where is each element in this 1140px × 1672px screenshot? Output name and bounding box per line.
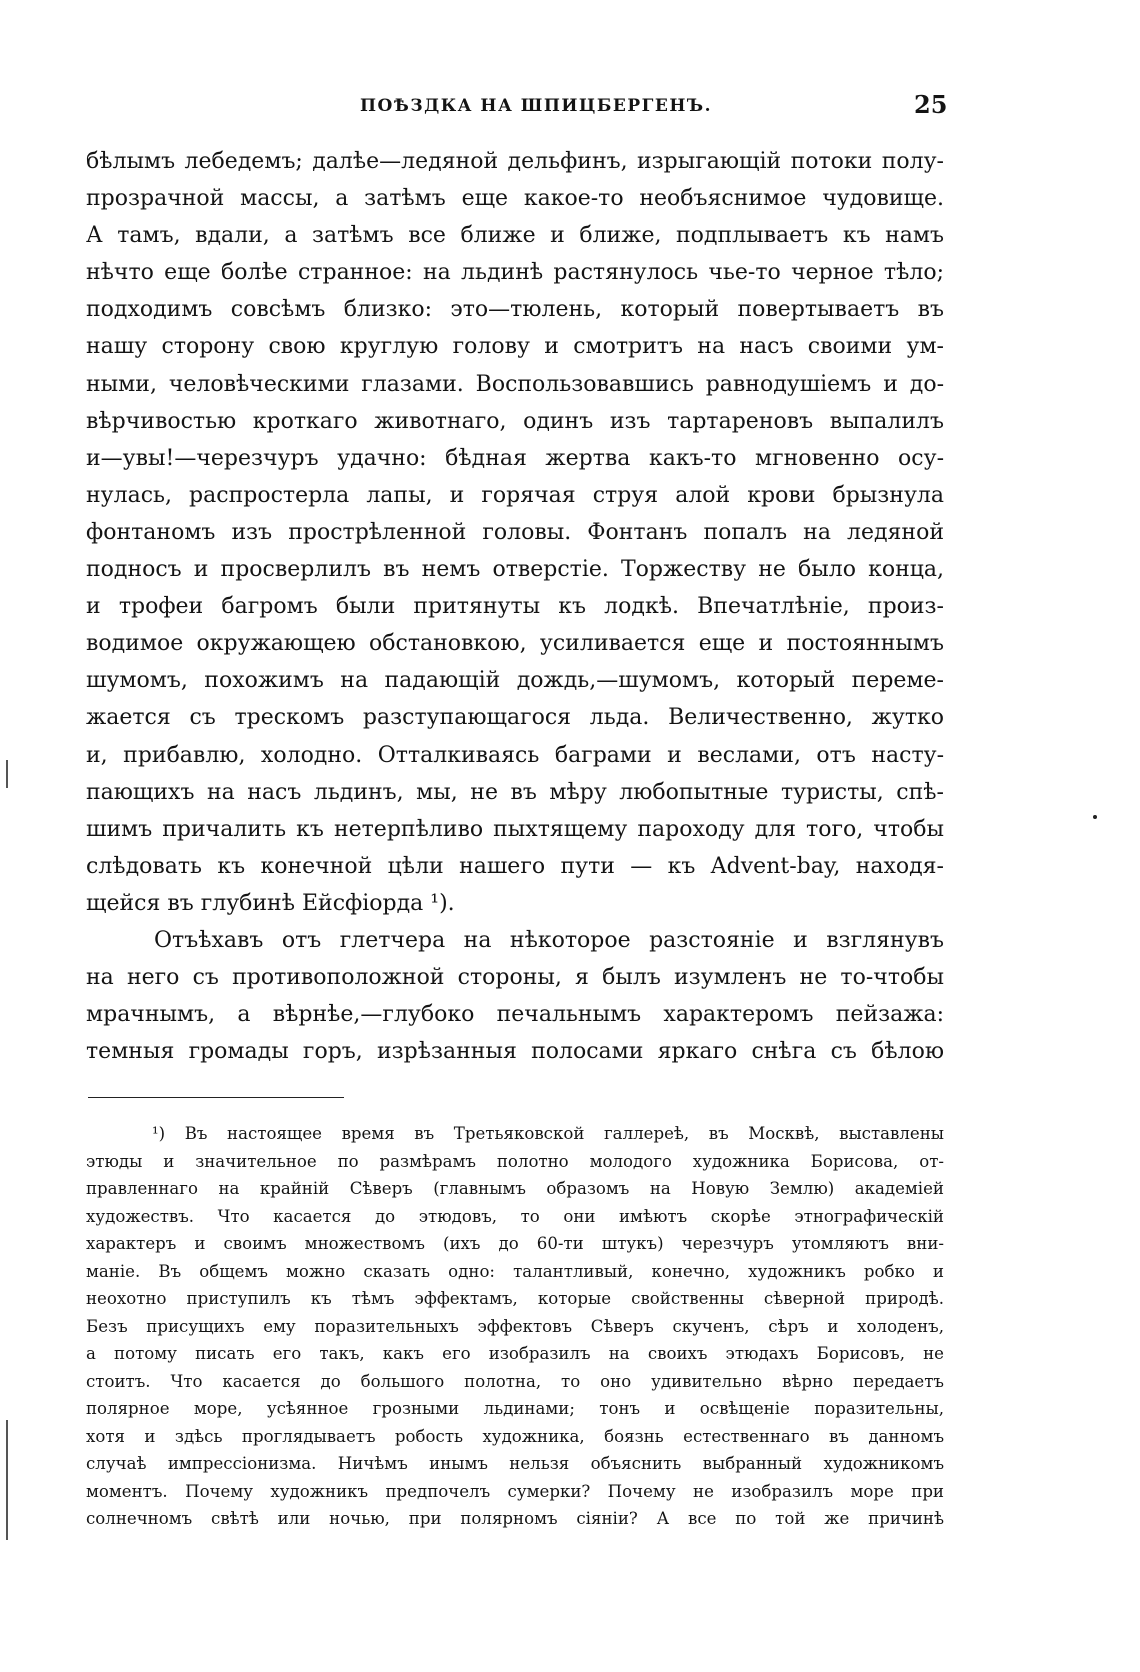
text-line-paragraph-start: Отъѣхавъ отъ глетчера на нѣкоторое разстояніе и взглянувъ [154, 927, 944, 953]
text-line: ными, человѣческими глазами. Воспользовавшись равнодушіемъ и до- [86, 371, 944, 397]
text-line: нашу сторону свою круглую голову и смотритъ на насъ своими ум- [86, 334, 944, 360]
footnote-line: хотя и здѣсь проглядываетъ робость художника, боязнь естественнаго въ данномъ [86, 1426, 944, 1446]
text-line: бѣлымъ лебедемъ; далѣе—ледяной дельфинъ, изрыгающій потоки полу- [86, 149, 944, 174]
text-line: пающихъ на насъ льдинъ, мы, не въ мѣру любопытные туристы, спѣ- [86, 779, 944, 805]
footnote-line: этюды и значительное по размѣрамъ полотно молодого художника Борисова, от- [86, 1151, 944, 1171]
footnote-line: случаѣ импрессіонизма. Ничѣмъ инымъ нельзя объяснить выбранный художникомъ [86, 1454, 944, 1473]
text-line: слѣдовать къ конечной цѣли нашего пути — къ Advent-bay, находя- [86, 853, 944, 879]
text-line: жается съ трескомъ разступающагося льда. Величественно, жутко [86, 705, 944, 731]
footnote-line: моментъ. Почему художникъ предпочелъ сумерки? Почему не изобразилъ море при [86, 1481, 944, 1501]
footnote-line: ¹) Въ настоящее время въ Третьяковской галлереѣ, въ Москвѣ, выставлены [152, 1124, 944, 1143]
footnote-line: солнечномъ свѣтѣ или ночью, при полярномъ сіяніи? А все по той же причинѣ [86, 1509, 944, 1528]
scan-margin-mark [6, 1420, 8, 1540]
footnote-line: маніе. Въ общемъ можно сказать одно: талантливый, конечно, художникъ робко и [86, 1261, 944, 1281]
text-line: нулась, распростерла лапы, и горячая струя алой крови брызнула [86, 482, 944, 508]
text-line: фонтаномъ изъ прострѣленной головы. Фонтанъ попалъ на ледяной [86, 519, 944, 545]
footnote-line: Безъ присущихъ ему поразительныхъ эффектовъ Сѣверъ скученъ, сѣръ и холоденъ, [86, 1316, 944, 1336]
text-line: прозрачной массы, а затѣмъ еще какое-то необъяснимое чудовище. [86, 186, 944, 212]
footnote-line: правленнаго на крайній Сѣверъ (главнымъ образомъ на Новую Землю) академіей [86, 1179, 944, 1198]
text-line: подходимъ совсѣмъ близко: это—тюлень, который повертываетъ въ [86, 297, 944, 323]
text-line: темныя громады горъ, изрѣзанныя полосами яркаго снѣга съ бѣлою [86, 1039, 944, 1065]
text-line: и—увы!—черезчуръ удачно: бѣдная жертва какъ-то мгновенно осу- [86, 445, 944, 471]
text-line-paragraph-end: щейся въ глубинѣ Ейсфіорда ¹). [86, 890, 455, 916]
footnote-line: характеръ и своимъ множествомъ (ихъ до 60-ти штукъ) черезчуръ утомляютъ вни- [86, 1234, 944, 1253]
footnote-line: неохотно приступилъ къ тѣмъ эффектамъ, которые свойственны сѣверной природѣ. [86, 1289, 944, 1308]
footnote [86, 1120, 944, 1533]
text-line: вѣрчивостью кроткаго животнаго, одинъ изъ тартареновъ выпалилъ [86, 408, 944, 434]
text-line: А тамъ, вдали, а затѣмъ все ближе и ближе, подплываетъ къ намъ [86, 223, 944, 249]
text-line: мрачнымъ, а вѣрнѣе,—глубоко печальнымъ характеромъ пейзажа: [86, 1002, 944, 1028]
text-line: и, прибавлю, холодно. Отталкиваясь баграми и веслами, отъ насту- [86, 742, 944, 768]
text-line: подносъ и просверлилъ въ немъ отверстіе. Торжеству не было конца, [86, 557, 944, 583]
text-line: шумомъ, похожимъ на падающій дождь,—шумомъ, который переме- [86, 668, 944, 694]
running-title: ПОѢЗДКА НА ШПИЦБЕРГЕНЪ. [360, 96, 713, 116]
footnote-line: стоитъ. Что касается до большого полотна, то оно удивительно вѣрно передаетъ [86, 1371, 944, 1391]
scan-speck [1093, 815, 1097, 819]
text-line: на него съ противоположной стороны, я былъ изумленъ не то-чтобы [86, 965, 944, 991]
footnote-separator [88, 1097, 344, 1098]
footnote-line: а потому писать его такъ, какъ его изобразилъ на своихъ этюдахъ Борисовъ, не [86, 1344, 944, 1363]
footnote-line: полярное море, усѣянное грозными льдинами; тонъ и освѣщеніе поразительны, [86, 1399, 944, 1418]
text-line: и трофеи багромъ были притянуты къ лодкѣ. Впечатлѣніе, произ- [86, 594, 944, 620]
text-line: водимое окружающею обстановкою, усиливается еще и постояннымъ [86, 631, 944, 657]
scan-margin-mark [6, 760, 8, 788]
text-line: шимъ причалить къ нетерпѣливо пыхтящему пароходу для того, чтобы [86, 816, 944, 842]
main-text [86, 143, 944, 1070]
footnote-line: художествъ. Что касается до этюдовъ, то они имѣютъ скорѣе этнографическій [86, 1206, 944, 1226]
text-line: нѣчто еще болѣе странное: на льдинѣ растянулось чье-то черное тѣло; [86, 260, 944, 286]
page-number: 25 [914, 90, 948, 119]
